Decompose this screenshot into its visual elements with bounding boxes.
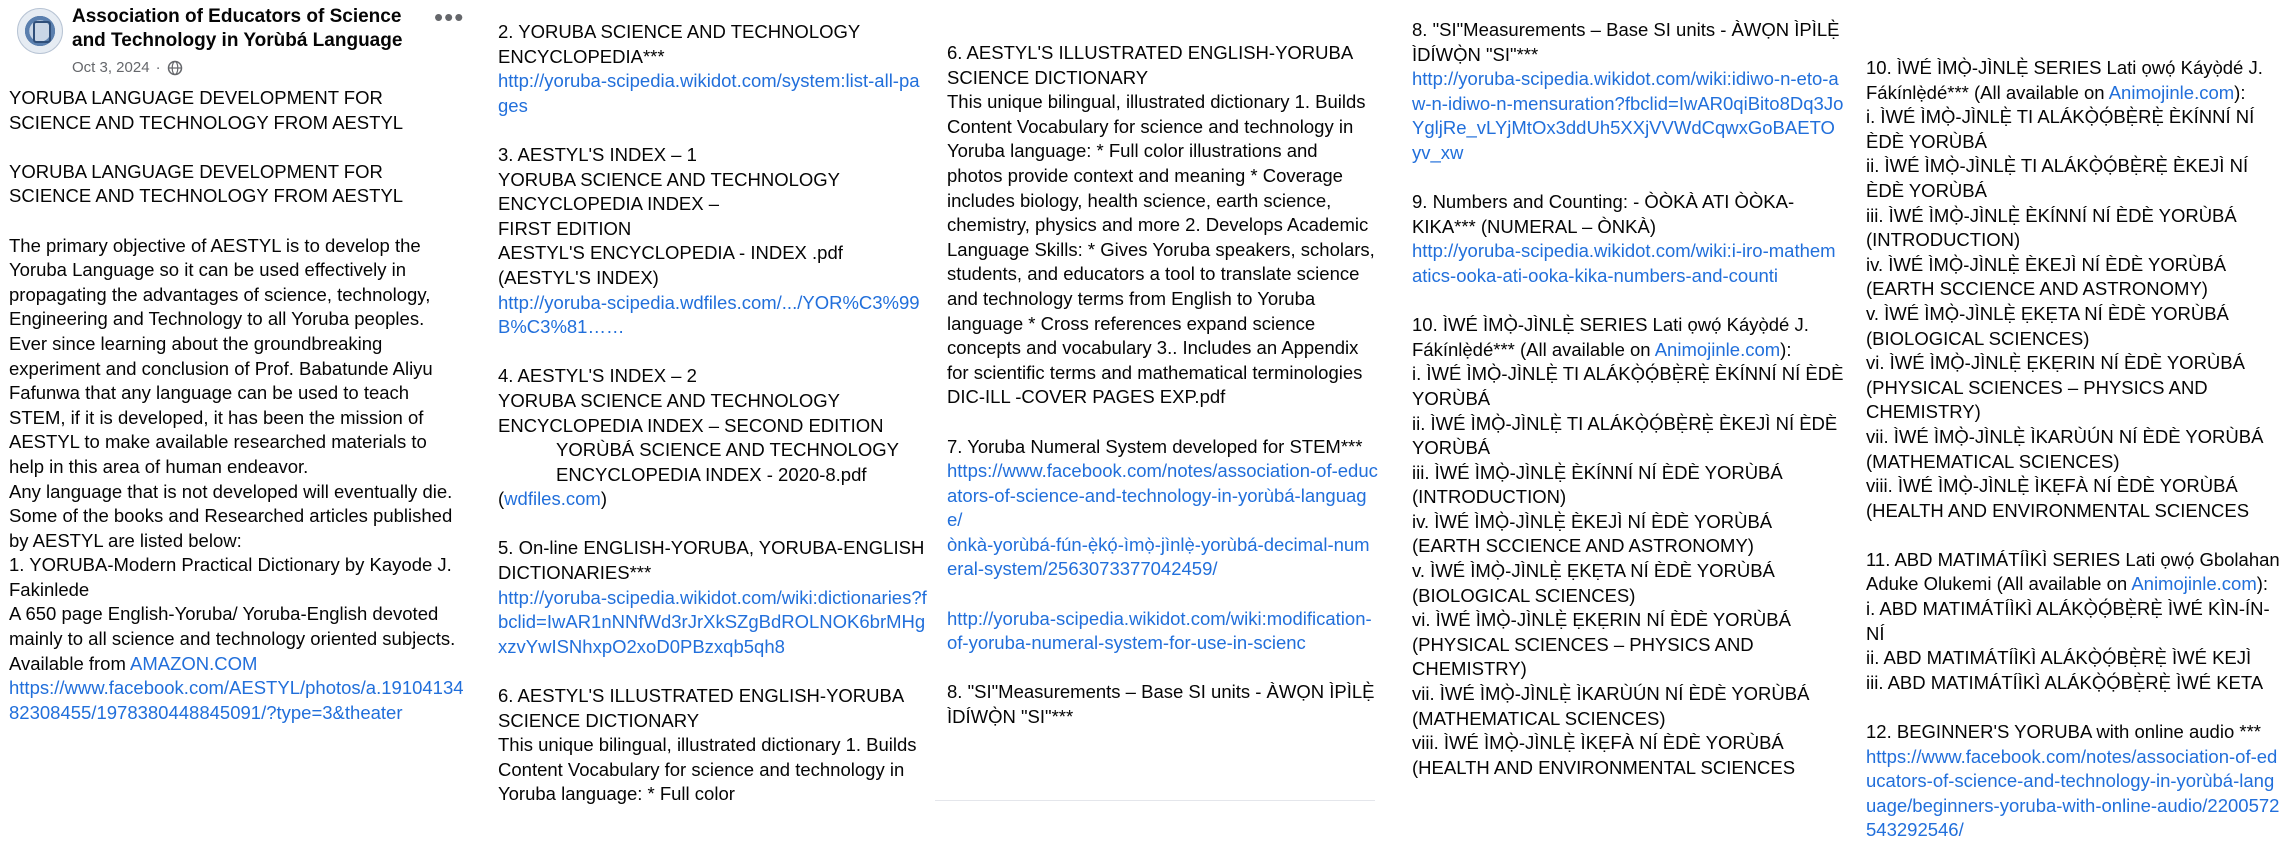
- item-6-file: DIC-ILL -COVER PAGES EXP.pdf: [947, 386, 1226, 408]
- item-12-title: 12. BEGINNER'S YORUBA with online audio ***: [1866, 721, 2261, 743]
- item-4-link-line: [498, 487, 928, 512]
- item-3-title: 3. AESTYL'S INDEX – 1: [498, 143, 697, 165]
- abd-item-2: ii. ABD MATIMÁTÍÌKÌ ALÁKỌ̀Ọ́BẸ̀RẸ̀ ÌWÉ KEJÌ: [1866, 647, 2252, 669]
- post-column-2: [488, 0, 928, 822]
- item-6-title: 6. AESTYL'S ILLUSTRATED ENGLISH-YORUBA SCIENCE DICTIONARY: [947, 42, 1353, 88]
- item-10-end: ):: [2234, 81, 2246, 103]
- paren-open: (: [498, 488, 505, 510]
- history-paragraph: Ever since learning about the groundbreaking experiment and conclusion of Prof. Babatunde Aliyu Fafunwa that any language can be used to teach STEM, if it is developed, it has been the mission of AESTYL to make available researched materials to help in this area of human endeavor.: [9, 332, 433, 477]
- post-column-3: [938, 0, 1378, 800]
- item-10-text: 10. ÌWÉ ÌMỌ̀-JÌNLẸ̀ SERIES Lati ọwọ́ Káyọ̀dé J. Fákínlẹ̀dé*** (All available on: [1412, 314, 1809, 360]
- series-item-7: vii. ÌWÉ ÌMỌ̀-JÌNLẸ̀ ÌKARÙÚN NÍ ÈDÈ YORÙBÁ (MATHEMATICAL SCIENCES): [1412, 683, 1810, 729]
- animojinle-link[interactable]: Animojinle.com: [1654, 338, 1781, 360]
- item-10-title: [1412, 313, 1844, 362]
- post-heading: YORUBA LANGUAGE DEVELOPMENT FOR SCIENCE AND TECHNOLOGY FROM AESTYL: [9, 87, 404, 133]
- item-3-line-c: AESTYL'S ENCYCLOPEDIA - INDEX .pdf (AESTYL'S INDEX): [498, 242, 843, 288]
- item-5-title: 5. On-line ENGLISH-YORUBA, YORUBA-ENGLISH DICTIONARIES***: [498, 537, 925, 584]
- series-item-8: viii. ÌWÉ ÌMỌ̀-JÌNLẸ̀ ÌKẸFÀ NÍ ÈDÈ YORÙBÁ (HEALTH AND ENVIRONMENTAL SCIENCES: [1412, 732, 1796, 778]
- item-12-link[interactable]: https://www.facebook.com/notes/association-of-educators-of-science-and-technology-in-yorùbá-language/beginners-yoruba-with-online-audio/2200572543292546/: [1866, 745, 2280, 841]
- series-item-4: iv. ÌWÉ ÌMỌ̀-JÌNLẸ̀ ÈKEJÌ NÍ ÈDÈ YORÙBÁ (EARTH SCCIENCE AND ASTRONOMY): [1412, 510, 1773, 557]
- column-divider: [935, 800, 1375, 801]
- series-item-6: vi. ÌWÉ ÌMỌ̀-JÌNLẸ̀ ẸKẸRIN NÍ ÈDÈ YORÙBÁ (PHYSICAL SCIENCES – PHYSICS AND CHEMISTRY): [1866, 352, 2245, 423]
- series-item-4: iv. ÌWÉ ÌMỌ̀-JÌNLẸ̀ ÈKEJÌ NÍ ÈDÈ YORÙBÁ (EARTH SCCIENCE AND ASTRONOMY): [1866, 253, 2227, 300]
- item-10-text: 10. ÌWÉ ÌMỌ̀-JÌNLẸ̀ SERIES Lati ọwọ́ Káyọ̀dé J. Fákínlẹ̀dé*** (All available on: [1866, 57, 2263, 103]
- item-4-link[interactable]: wdfiles.com: [504, 488, 601, 510]
- item-8-link[interactable]: http://yoruba-scipedia.wikidot.com/wiki:idiwo-n-eto-aw-n-idiwo-n-mensuration?fbclid=IwAR0qiBito8Dq3JoYgljRe_vLYjMtOx3ddUh5XXjVVWdCqwxGoBAETOyv_xw: [1412, 68, 1844, 163]
- avatar[interactable]: [17, 8, 63, 54]
- series-item-8: viii. ÌWÉ ÌMỌ̀-JÌNLẸ̀ ÌKẸFÀ NÍ ÈDÈ YORÙBÁ (HEALTH AND ENVIRONMENTAL SCIENCES: [1866, 475, 2250, 521]
- animojinle-link[interactable]: Animojinle.com: [2108, 81, 2235, 103]
- post-meta: [72, 56, 183, 81]
- series-item-5: v. ÌWÉ ÌMỌ̀-JÌNLẸ̀ ẸKẸTA NÍ ÈDÈ YORÙBÁ (BIOLOGICAL SCIENCES): [1412, 560, 1775, 606]
- item-2-title: 2. YORUBA SCIENCE AND TECHNOLOGY ENCYCLOPEDIA***: [498, 21, 860, 67]
- objective-paragraph: The primary objective of AESTYL is to develop the Yoruba Language so it can be used effectively in propagating the advantages of science, technology, Engineering and Technology to all Yoruba peoples.: [9, 234, 431, 330]
- item-10-title: [1866, 56, 2281, 105]
- item-3-line-b: FIRST EDITION: [498, 217, 632, 239]
- item-7-title: 7. Yoruba Numeral System developed for STEM***: [947, 435, 1363, 457]
- item-2-link[interactable]: http://yoruba-scipedia.wikidot.com/system:list-all-pages: [498, 70, 920, 116]
- language-paragraph: Any language that is not developed will eventually die.: [9, 480, 453, 502]
- item-3-line-a: YORUBA SCIENCE AND TECHNOLOGY ENCYCLOPEDIA INDEX –: [498, 168, 840, 215]
- item-1-facebook-link[interactable]: https://www.facebook.com/AESTYL/photos/a.1910413482308455/1978380448845091/?type=3&theater: [9, 677, 464, 723]
- post-column-5: [1858, 0, 2287, 841]
- item-6-text: This unique bilingual, illustrated dictionary 1. Builds Content Vocabulary for science and technology in Yoruba language: * Full color: [498, 734, 917, 805]
- item-10-end: ):: [1780, 338, 1792, 360]
- post-date[interactable]: Oct 3, 2024: [72, 59, 150, 76]
- post-heading-repeat: YORUBA LANGUAGE DEVELOPMENT FOR SCIENCE AND TECHNOLOGY FROM AESTYL: [9, 160, 404, 207]
- item-1-text: A 650 page English-Yoruba/ Yoruba-English devoted mainly to all science and technology oriented subjects. Available from: [9, 603, 456, 674]
- meta-separator: ·: [155, 59, 161, 76]
- item-6-text: This unique bilingual, illustrated dictionary 1. Builds Content Vocabulary for science and technology in Yoruba language: * Full color illustrations and photos provide context and meaning * Coverage includes biology, health science, earth science, chemistry, physics and more 2. Develops Academic Language Skills: * Gives Yoruba speakers, scholars, students, and educators a tool to translate science and technology terms from English to Yoruba language * Cross references expand science concepts and vocabulary 3.. Includes an Appendix for scientific terms and mathematical terminologies: [947, 91, 1375, 383]
- item-7-link-continued[interactable]: ònkà-yorùbá-fún-ẹ̀kọ́-ìmọ̀-jìnlẹ̀-yorùbá-decimal-numeral-system/2563073377042459/: [947, 533, 1370, 580]
- animojinle-link-2[interactable]: Animojinle.com: [2131, 573, 2257, 595]
- series-item-5: v. ÌWÉ ÌMỌ̀-JÌNLẸ̀ ẸKẸTA NÍ ÈDÈ YORÙBÁ (BIOLOGICAL SCIENCES): [1866, 302, 2229, 349]
- item-7-link[interactable]: https://www.facebook.com/notes/association-of-educators-of-science-and-technology-in-yorùbá-language/: [947, 460, 1378, 531]
- item-7-link-2[interactable]: http://yoruba-scipedia.wikidot.com/wiki:modification-of-yoruba-numeral-system-for-use-in-scienc: [947, 607, 1372, 654]
- item-1-description: [9, 602, 464, 676]
- item-4-line-b: YORÙBÁ SCIENCE AND TECHNOLOGY ENCYCLOPEDIA INDEX - 2020-8.pdf: [556, 439, 899, 485]
- item-1-title: 1. YORUBA-Modern Practical Dictionary by Kayode J. Fakinlede: [9, 554, 452, 600]
- page-name[interactable]: Association of Educators of Science and Technology in Yorùbá Language: [72, 6, 403, 51]
- abd-item-1: i. ABD MATIMÁTÍÌKÌ ALÁKỌ̀Ọ́BẸ̀RẸ̀ ÌWÉ KÌN-ÍN-NÍ: [1866, 598, 2270, 644]
- item-3-link[interactable]: http://yoruba-scipedia.wdfiles.com/.../YOR%C3%99B%C3%81……: [498, 291, 920, 338]
- item-4-title: 4. AESTYL'S INDEX – 2: [498, 365, 697, 387]
- paren-close: ): [600, 488, 607, 510]
- series-item-2: ii. ÌWÉ ÌMỌ̀-JÌNLẸ̀ TI ALÁKỌ̀Ọ́BẸ̀RẸ̀ ÈKEJÌ NÍ ÈDÈ YORÙBÁ: [1412, 412, 1838, 459]
- item-5-link[interactable]: http://yoruba-scipedia.wikidot.com/wiki:dictionaries?fbclid=IwAR1nNNfWd3rJrXkSZgBdROLNOK6brMHgxzvYwISNhxpO2xoD0PBzxqb5qh8: [498, 586, 927, 657]
- more-options-icon[interactable]: •••: [434, 2, 465, 32]
- item-9-link[interactable]: http://yoruba-scipedia.wikidot.com/wiki:i-iro-mathematics-ooka-ati-ooka-kika-numbers-and-counti: [1412, 240, 1836, 286]
- item-11-text: 11. ABD MATIMÁTÍÌKÌ SERIES Lati ọwọ́ Gbolahan Aduke Olukemi (All available on: [1866, 548, 2280, 595]
- books-intro: Some of the books and Researched articles published by AESTYL are listed below:: [9, 505, 453, 551]
- series-item-1: i. ÌWÉ ÌMỌ̀-JÌNLẸ̀ TI ALÁKỌ̀Ọ́BẸ̀RẸ̀ ÈKÍNNÍ NÍ ÈDÈ YORÙBÁ: [1866, 106, 2255, 152]
- item-9-title: 9. Numbers and Counting: - ÒÒKÀ ATI ÒÒKA-KIKA*** (NUMERAL – ÒNKÀ): [1412, 191, 1795, 237]
- series-item-3: iii. ÌWÉ ÌMỌ̀-JÌNLẸ̀ ÈKÍNNÍ NÍ ÈDÈ YORÙBÁ (INTRODUCTION): [1866, 204, 2237, 251]
- series-item-7: vii. ÌWÉ ÌMỌ̀-JÌNLẸ̀ ÌKARÙÚN NÍ ÈDÈ YORÙBÁ (MATHEMATICAL SCIENCES): [1866, 425, 2264, 472]
- abd-item-3: iii. ABD MATIMÁTÍÌKÌ ALÁKỌ̀Ọ́BẸ̀RẸ̀ ÌWÉ KETA: [1866, 671, 2264, 693]
- series-item-2: ii. ÌWÉ ÌMỌ̀-JÌNLẸ̀ TI ALÁKỌ̀Ọ́BẸ̀RẸ̀ ÈKEJÌ NÍ ÈDÈ YORÙBÁ: [1866, 155, 2249, 201]
- post-column-4: [1402, 0, 1844, 822]
- item-6-title: 6. AESTYL'S ILLUSTRATED ENGLISH-YORUBA SCIENCE DICTIONARY: [498, 685, 904, 731]
- series-item-6: vi. ÌWÉ ÌMỌ̀-JÌNLẸ̀ ẸKẸRIN NÍ ÈDÈ YORÙBÁ (PHYSICAL SCIENCES – PHYSICS AND CHEMISTRY): [1412, 609, 1791, 680]
- item-8-title: 8. "SI"Measurements – Base SI units - ÀWỌN ÌPÌLẸ̀ ÌDÍWỌ̀N "SI"***: [947, 681, 1375, 728]
- series-item-1: i. ÌWÉ ÌMỌ̀-JÌNLẸ̀ TI ALÁKỌ̀Ọ́BẸ̀RẸ̀ ÈKÍNNÍ NÍ ÈDÈ YORÙBÁ: [1412, 363, 1844, 409]
- item-8-title: 8. "SI"Measurements – Base SI units - ÀWỌN ÌPÌLẸ̀ ÌDÍWỌ̀N "SI"***: [1412, 19, 1840, 65]
- item-11-end: ):: [2256, 573, 2269, 595]
- globe-icon: [167, 60, 183, 76]
- amazon-link[interactable]: AMAZON.COM: [130, 652, 258, 674]
- post-column-1: [0, 0, 468, 822]
- post-header: [9, 0, 464, 86]
- item-4-line-a: YORUBA SCIENCE AND TECHNOLOGY ENCYCLOPEDIA INDEX – SECOND EDITION: [498, 389, 884, 436]
- item-11-title: [1866, 548, 2281, 597]
- series-item-3: iii. ÌWÉ ÌMỌ̀-JÌNLẸ̀ ÈKÍNNÍ NÍ ÈDÈ YORÙBÁ (INTRODUCTION): [1412, 461, 1783, 508]
